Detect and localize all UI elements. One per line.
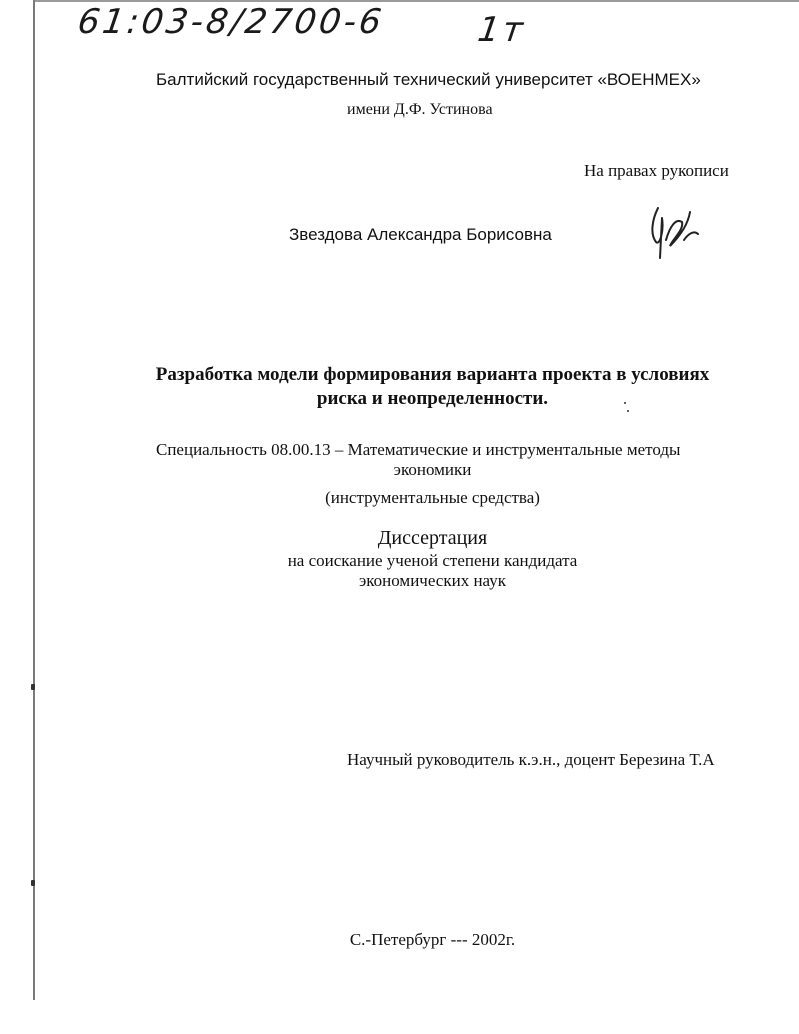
binding-mark [31, 684, 35, 690]
scan-speck [624, 402, 626, 404]
work-type: Диссертация [377, 527, 488, 549]
author-name: Звездова Александра Борисовна [289, 225, 552, 244]
manuscript-note: На правах рукописи [584, 161, 729, 180]
specialty-line-2: экономики [393, 460, 472, 479]
title-line-2: риска и неопределенности. [316, 388, 549, 409]
archive-code: 61:03-8/2700-6 [75, 2, 387, 42]
specialty-line-1: Специальность 08.00.13 – Математические и инструментальные методы [156, 440, 681, 459]
university-name: Балтийский государственный технический университет «ВОЕНМЕХ» [156, 70, 701, 89]
degree-line-1: на соискание ученой степени кандидата [287, 551, 578, 570]
supervisor: Научный руководитель к.э.н., доцент Березина Т.А [347, 750, 715, 769]
city-year: С.-Петербург --- 2002г. [349, 930, 516, 949]
scan-speck [627, 410, 629, 412]
binding-mark [31, 880, 35, 886]
degree-line-2: экономических наук [358, 571, 507, 590]
archive-suffix: 1т [475, 10, 529, 50]
title-line-1: Разработка модели формирования варианта проекта в условиях [155, 364, 710, 385]
university-named: имени Д.Ф. Устинова [347, 101, 493, 118]
specialty-note: (инструментальные средства) [325, 488, 540, 507]
signature [640, 200, 710, 262]
